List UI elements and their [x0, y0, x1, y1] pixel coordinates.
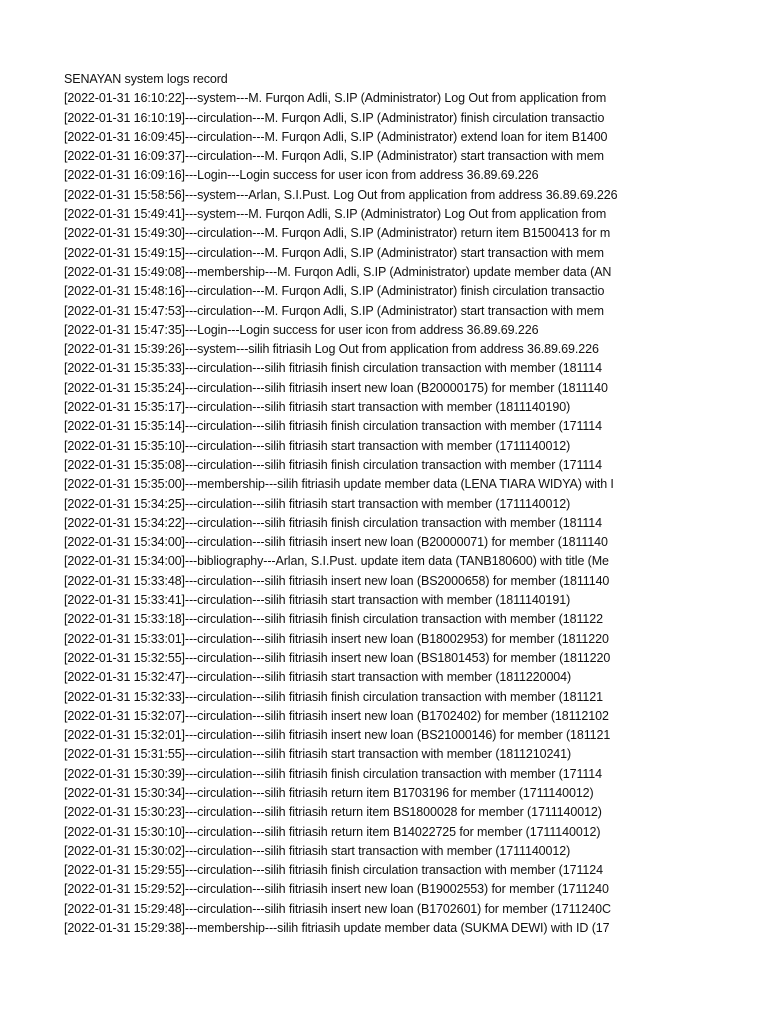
- log-entry: [2022-01-31 15:33:01]---circulation---silih fitriasih insert new loan (B18002953) for member (1811220: [64, 631, 609, 646]
- log-entry: [2022-01-31 15:34:25]---circulation---silih fitriasih start transaction with member (1711140012): [64, 496, 571, 511]
- log-entry: [2022-01-31 15:49:30]---circulation---M. Furqon Adli, S.IP (Administrator) return item B1500413 for m: [64, 226, 611, 241]
- log-entry: [2022-01-31 15:32:47]---circulation---silih fitriasih start transaction with member (1811220004): [64, 670, 572, 685]
- log-entry: [2022-01-31 15:33:18]---circulation---silih fitriasih finish circulation transaction with member (181122: [64, 612, 603, 627]
- log-entry: [2022-01-31 15:49:08]---membership---M. Furqon Adli, S.IP (Administrator) update member data (AN: [64, 264, 612, 279]
- log-entry: [2022-01-31 15:33:41]---circulation---silih fitriasih start transaction with member (1811140191): [64, 593, 571, 608]
- log-entry: [2022-01-31 16:10:22]---system---M. Furqon Adli, S.IP (Administrator) Log Out from application from: [64, 91, 607, 106]
- log-entry: [2022-01-31 15:32:55]---circulation---silih fitriasih insert new loan (BS1801453) for member (1811220: [64, 650, 611, 665]
- log-entry-list: [64, 89, 629, 938]
- log-entry: [2022-01-31 16:09:45]---circulation---M. Furqon Adli, S.IP (Administrator) extend loan for item B1400: [64, 129, 608, 144]
- log-entry: [2022-01-31 15:48:16]---circulation---M. Furqon Adli, S.IP (Administrator) finish circulation transactio: [64, 284, 605, 299]
- log-entry: [2022-01-31 15:35:33]---circulation---silih fitriasih finish circulation transaction with member (181114: [64, 361, 602, 376]
- log-entry: [2022-01-31 15:47:53]---circulation---M. Furqon Adli, S.IP (Administrator) start transaction with mem: [64, 303, 604, 318]
- log-entry: [2022-01-31 15:34:22]---circulation---silih fitriasih finish circulation transaction with member (181114: [64, 515, 602, 530]
- log-entry: [2022-01-31 15:30:10]---circulation---silih fitriasih return item B14022725 for member (1711140012): [64, 824, 601, 839]
- log-entry: [2022-01-31 15:32:01]---circulation---silih fitriasih insert new loan (BS21000146) for member (181121: [64, 728, 611, 743]
- log-entry: [2022-01-31 15:29:38]---membership---silih fitriasih update member data (SUKMA DEWI) with ID (17: [64, 921, 610, 936]
- log-entry: [2022-01-31 15:35:17]---circulation---silih fitriasih start transaction with member (1811140190): [64, 400, 571, 415]
- log-entry: [2022-01-31 15:35:14]---circulation---silih fitriasih finish circulation transaction with member (171114: [64, 419, 602, 434]
- log-entry: [2022-01-31 15:58:56]---system---Arlan, S.I.Pust. Log Out from application from address 36.89.69.226: [64, 187, 618, 202]
- log-entry: [2022-01-31 15:30:39]---circulation---silih fitriasih finish circulation transaction with member (171114: [64, 766, 602, 781]
- log-entry: [2022-01-31 15:49:15]---circulation---M. Furqon Adli, S.IP (Administrator) start transaction with mem: [64, 245, 604, 260]
- log-entry: [2022-01-31 16:09:37]---circulation---M. Furqon Adli, S.IP (Administrator) start transaction with mem: [64, 149, 604, 164]
- log-entry: [2022-01-31 16:10:19]---circulation---M. Furqon Adli, S.IP (Administrator) finish circulation transactio: [64, 110, 605, 125]
- log-entry: [2022-01-31 15:33:48]---circulation---silih fitriasih insert new loan (BS2000658) for member (1811140: [64, 573, 610, 588]
- log-entry: [2022-01-31 15:35:10]---circulation---silih fitriasih start transaction with member (1711140012): [64, 438, 571, 453]
- log-entry: [2022-01-31 15:34:00]---circulation---silih fitriasih insert new loan (B20000071) for member (1811140: [64, 535, 608, 550]
- log-entry: [2022-01-31 15:35:08]---circulation---silih fitriasih finish circulation transaction with member (171114: [64, 457, 602, 472]
- log-entry: [2022-01-31 15:29:48]---circulation---silih fitriasih insert new loan (B1702601) for member (1711240C: [64, 901, 611, 916]
- log-entry: [2022-01-31 15:35:00]---membership---silih fitriasih update member data (LENA TIARA WIDYA) with I: [64, 477, 614, 492]
- log-entry: [2022-01-31 15:34:00]---bibliography---Arlan, S.I.Pust. update item data (TANB180600) with title (Me: [64, 554, 609, 569]
- log-entry: [2022-01-31 16:09:16]---Login---Login success for user icon from address 36.89.69.226: [64, 168, 539, 183]
- log-document: [64, 70, 629, 938]
- log-entry: [2022-01-31 15:32:33]---circulation---silih fitriasih finish circulation transaction with member (181121: [64, 689, 603, 704]
- log-entry: [2022-01-31 15:32:07]---circulation---silih fitriasih insert new loan (B1702402) for member (18112102: [64, 708, 609, 723]
- log-entry: [2022-01-31 15:30:02]---circulation---silih fitriasih start transaction with member (1711140012): [64, 843, 571, 858]
- log-entry: [2022-01-31 15:47:35]---Login---Login success for user icon from address 36.89.69.226: [64, 322, 539, 337]
- log-entry: [2022-01-31 15:31:55]---circulation---silih fitriasih start transaction with member (1811210241): [64, 747, 572, 762]
- document-title: SENAYAN system logs record: [64, 72, 228, 86]
- log-entry: [2022-01-31 15:39:26]---system---silih fitriasih Log Out from application from address 36.89.69.226: [64, 342, 599, 357]
- log-entry: [2022-01-31 15:29:52]---circulation---silih fitriasih insert new loan (B19002553) for member (1711240: [64, 882, 609, 897]
- log-entry: [2022-01-31 15:29:55]---circulation---silih fitriasih finish circulation transaction with member (171124: [64, 863, 603, 878]
- log-entry: [2022-01-31 15:35:24]---circulation---silih fitriasih insert new loan (B20000175) for member (1811140: [64, 380, 608, 395]
- log-entry: [2022-01-31 15:30:34]---circulation---silih fitriasih return item B1703196 for member (1711140012): [64, 785, 594, 800]
- log-entry: [2022-01-31 15:30:23]---circulation---silih fitriasih return item BS1800028 for member (1711140012): [64, 805, 602, 820]
- log-entry: [2022-01-31 15:49:41]---system---M. Furqon Adli, S.IP (Administrator) Log Out from application from: [64, 207, 607, 222]
